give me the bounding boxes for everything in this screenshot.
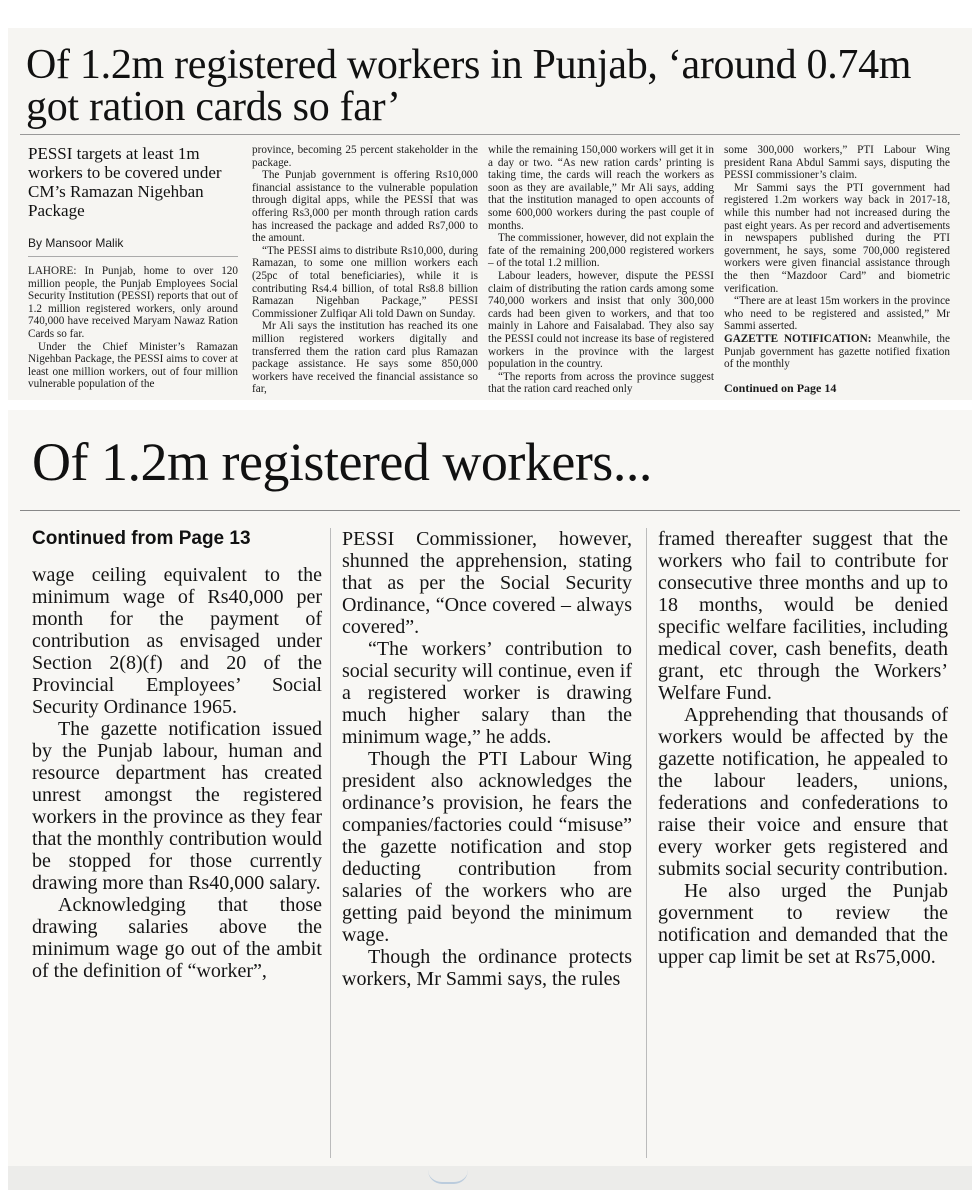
paragraph: framed thereafter suggest that the workers who fail to contribute for consecutive three months and up to 18 months, would be denied specific welfare facilities, including medical cover, cash benefits, death grant, etc through the Workers’ Welfare Fund. — [658, 528, 948, 704]
paragraph: Under the Chief Minister’s Ramazan Nigehban Package, the PESSI aims to cover at least one million workers, out of four million vulnerable population of the — [28, 340, 238, 391]
headline-rule — [20, 134, 960, 135]
paragraph: The commissioner, however, did not explain the fate of the remaining 200,000 registered workers – of the total 1.2 million. — [488, 232, 714, 270]
paragraph: Labour leaders, however, dispute the PESSI claim of distributing the ration cards among some 740,000 workers and insist that only 300,000 cards had been given to workers, and that too mainly in Lahore and Faisalabad. They also say the PESSI could not increase its base of registered workers in the province with the largest population in the country. — [488, 269, 714, 371]
paragraph: Acknowledging that those drawing salaries above the minimum wage go out of the ambit of the definition of “worker”, — [32, 894, 322, 982]
column-divider — [330, 528, 331, 1158]
paragraph: “The PESSI aims to distribute Rs10,000, during Ramazan, to some one million workers each (25pc of total beneficiaries), while it is contributing Rs4.4 billion, of total Rs8.8 billion Ramazan Nigehban Package,” PESSI Commissioner Zulfiqar Ali told Dawn on Sunday. — [252, 244, 478, 320]
paragraph: while the remaining 150,000 workers will get it in a day or two. “As new ration cards’ printing is taking time, the cards will reach the workers as soon as they are available,” Mr Ali says, adding that the institution managed to open accounts of some 600,000 workers during the past couple of months. — [488, 144, 714, 232]
continued-on-page-link[interactable]: Continued on Page 14 — [724, 380, 837, 395]
column-2 — [252, 144, 478, 396]
paragraph: “There are at least 15m workers in the province who need to be registered and assisted,” Mr Sammi asserted. — [724, 295, 950, 333]
column-3 — [658, 528, 948, 968]
gazette-paragraph — [724, 333, 950, 371]
paragraph: PESSI Commissioner, however, shunned the apprehension, stating that as per the Social Security Ordinance, “Once covered – always covered”. — [342, 528, 632, 638]
top-clipping — [8, 28, 972, 400]
paragraph: Apprehending that thousands of workers would be affected by the gazette notification, he appealed to the labour leaders, unions, federations and confederations to raise their voice and ensure that every worker gets registered and submits social security contribution. — [658, 704, 948, 880]
headline-rule — [20, 510, 960, 511]
deck-subheadline: PESSI targets at least 1m workers to be covered under CM’s Ramazan Nigehban Package — [28, 144, 222, 220]
paragraph: The gazette notification issued by the Punjab labour, human and resource department has created unrest amongst the registered workers in the province as they fear that the monthly contribution would be stopped for those currently drawing more than Rs40,000 salary. — [32, 718, 322, 894]
column-3 — [488, 144, 714, 396]
paragraph: “The workers’ contribution to social security will continue, even if a registered worker is drawing much higher salary than the minimum wage,” he adds. — [342, 638, 632, 748]
paragraph: Mr Sammi says the PTI government had registered 1.2m workers way back in 2017-18, while this number had not increased during the past eight years. As per record and advertisements in newspapers published during the PTI government, he says, some 700,000 registered workers were given financial assistance through the then “Mazdoor Card” and biometric verification. — [724, 181, 950, 295]
paragraph: some 300,000 workers,” PTI Labour Wing president Rana Abdul Sammi says, disputing the PESSI commissioner’s claim. — [724, 144, 950, 182]
paragraph: LAHORE: In Punjab, home to over 120 million people, the Punjab Employees Social Security Institution (PESSI) reports that out of 1.2 million registered workers, only around 740,000 have received Maryam Nawaz Ration Cards so far. — [28, 265, 238, 340]
column-1 — [28, 144, 238, 391]
continued-from-page-link[interactable]: Continued from Page 13 — [32, 528, 251, 549]
byline-rule — [28, 256, 238, 257]
gazette-notification-label: GAZETTE NOTIFICATION: — [724, 332, 872, 345]
paragraph: “The reports from across the province suggest that the ration card reached only — [488, 370, 714, 396]
paragraph: wage ceiling equivalent to the minimum wage of Rs40,000 per month for the payment of contribution as envisaged under Section 2(8)(f) and 20 of the Provincial Employees’ Social Security Ordinance 1965. — [32, 564, 322, 718]
column-divider — [646, 528, 647, 1158]
page-bottom-edge — [8, 1166, 972, 1190]
column-1 — [32, 528, 322, 982]
main-headline: Of 1.2m registered workers in Punjab, ‘around 0.74m got ration cards so far’ — [26, 42, 912, 130]
paragraph: Mr Ali says the institution has reached its one million registered workers digitally and transferred them the ration card plus Ramazan package assistance. He says some 850,000 workers have received the financial assistance so far, — [252, 320, 478, 396]
bottom-clipping — [8, 410, 972, 1190]
paragraph: Though the ordinance protects workers, Mr Sammi says, the rules — [342, 946, 632, 990]
paragraph: province, becoming 25 percent stakeholder in the package. — [252, 144, 478, 169]
continuation-headline: Of 1.2m registered workers... — [32, 432, 652, 492]
gazette-notification-text: Meanwhile, the Punjab government has gazette notified fixation of the monthly — [724, 332, 950, 371]
paragraph: He also urged the Punjab government to review the notification and demanded that the upper cap limit be set at Rs75,000. — [658, 880, 948, 968]
paragraph: Though the PTI Labour Wing president also acknowledges the ordinance’s provision, he fears the companies/factories could “misuse” the gazette notification and stop deducting contribution from salaries of the workers who are getting paid beyond the minimum wage. — [342, 748, 632, 946]
byline: By Mansoor Malik — [28, 236, 124, 250]
column-2 — [342, 528, 632, 990]
paragraph: The Punjab government is offering Rs10,000 financial assistance to the vulnerable population through digital apps, while the PESSI that was offering Rs3,000 per month through ration cards has increased the package and added Rs7,000 to the amount. — [252, 169, 478, 245]
column-4 — [724, 144, 950, 396]
